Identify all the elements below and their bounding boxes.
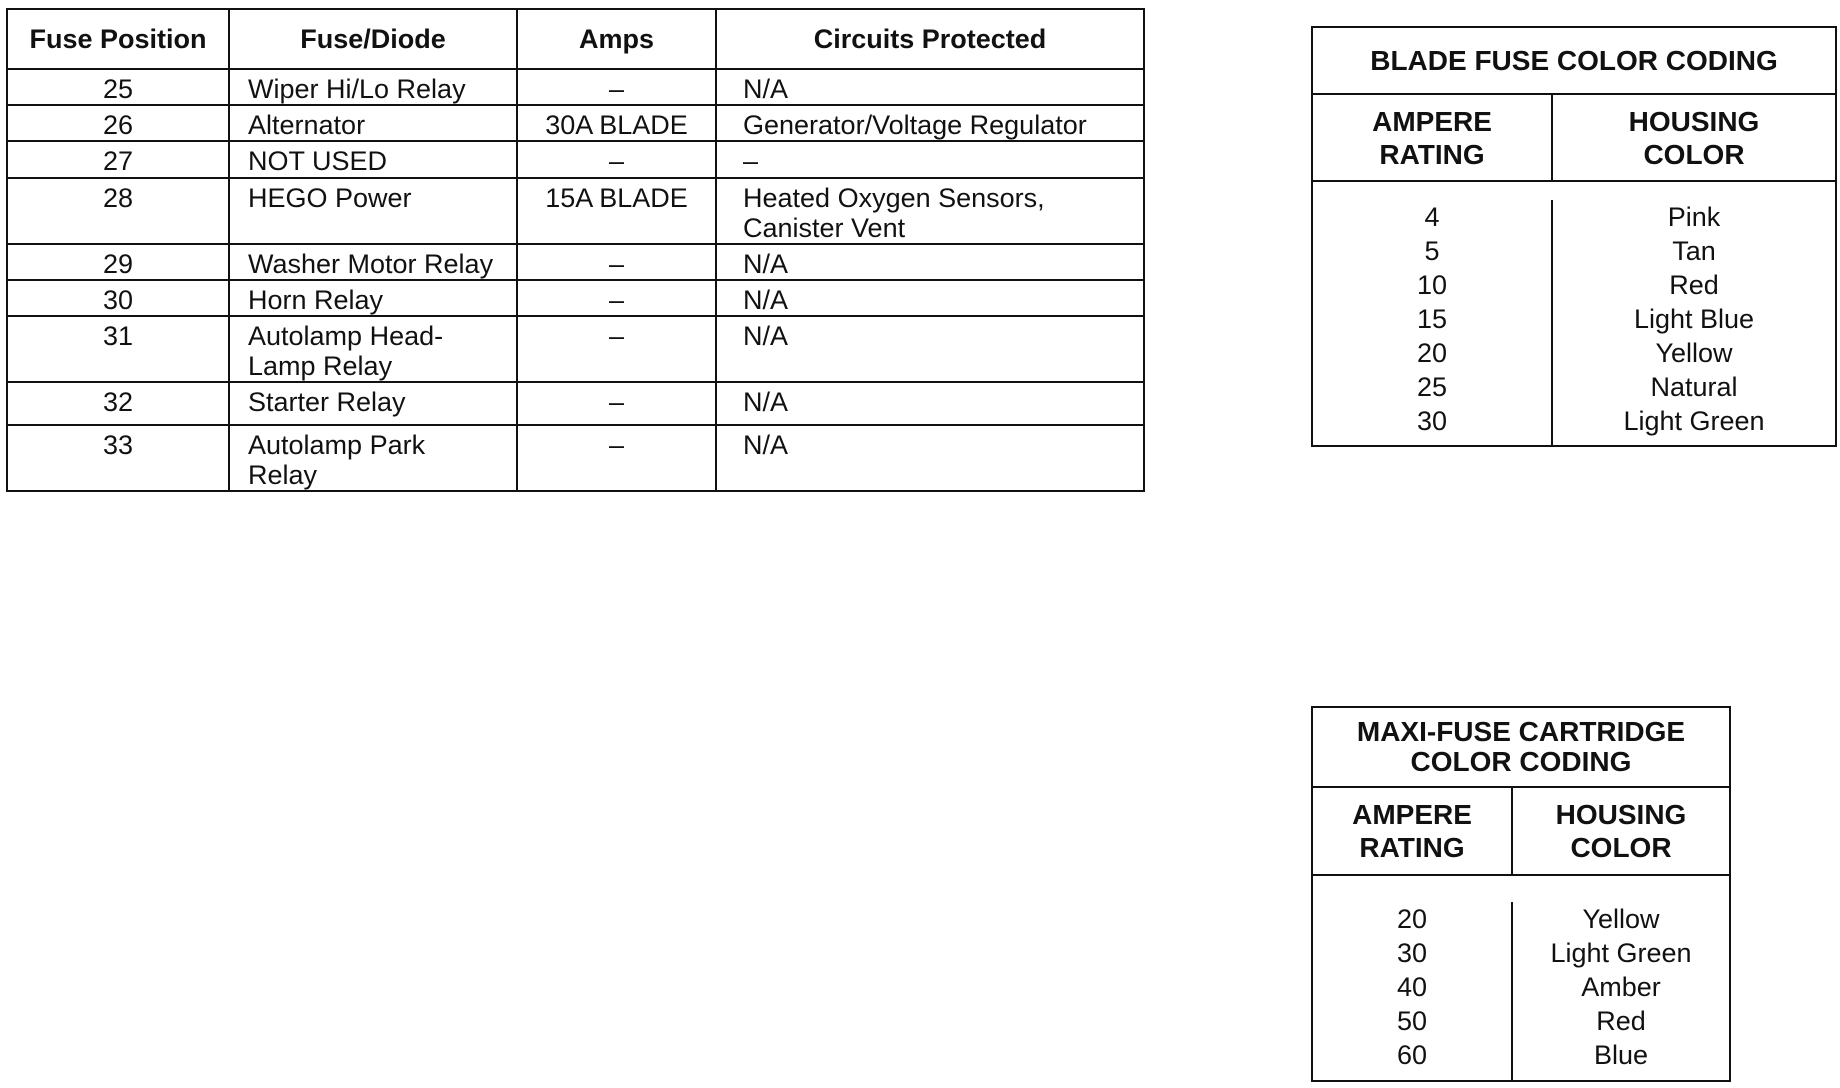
- fuse-diode-cell: [229, 244, 517, 280]
- blade-ampere-rating: 5: [1424, 236, 1440, 266]
- maxi-ampere-rating: 30: [1396, 938, 1428, 968]
- fuse-diode-text: NOT USED: [248, 146, 388, 176]
- amps-cell: –: [517, 316, 716, 382]
- blade-coding-header: [1313, 95, 1835, 182]
- fuse-row: [7, 425, 1144, 491]
- maxi-coding-header: [1313, 788, 1729, 876]
- maxi-housing-color: Amber: [1581, 972, 1661, 1002]
- fuse-position-cell: 33: [7, 425, 229, 491]
- blade-housing-color: Light Blue: [1633, 304, 1755, 334]
- maxi-coding-body: [1313, 876, 1729, 1080]
- fuse-diode-text: Autolamp Park: [248, 430, 426, 460]
- header-circuits-protected: Circuits Protected: [716, 9, 1144, 69]
- maxi-coding-title-line-2: COLOR CODING: [1410, 746, 1632, 777]
- circuits-text: N/A: [743, 249, 789, 279]
- blade-ampere-rating: 10: [1416, 270, 1448, 300]
- maxi-ampere-rating-header: AMPERE RATING: [1313, 788, 1513, 874]
- circuits-text: Canister Vent: [743, 213, 906, 243]
- fuse-row: [7, 244, 1144, 280]
- maxi-housing-color: Blue: [1593, 1040, 1649, 1070]
- circuits-protected-cell: [716, 244, 1144, 280]
- fuse-table-header-row: [7, 9, 1144, 69]
- amps-cell: 30A BLADE: [517, 105, 716, 141]
- circuits-text: Generator/Voltage Regulator: [743, 110, 1087, 140]
- fuse-diode-cell: [229, 425, 517, 491]
- amps-cell: –: [517, 425, 716, 491]
- fuse-row: [7, 69, 1144, 105]
- fuse-position-cell: 26: [7, 105, 229, 141]
- blade-ampere-rating: 20: [1416, 338, 1448, 368]
- fuse-position-cell: 32: [7, 382, 229, 425]
- fuse-diode-cell: [229, 178, 517, 244]
- fuse-position-cell: 25: [7, 69, 229, 105]
- fuse-position-cell: 31: [7, 316, 229, 382]
- blade-coding-body: [1313, 182, 1835, 445]
- blade-housing-color: Pink: [1667, 202, 1721, 232]
- blade-colors-column: [1553, 200, 1835, 445]
- blade-coding-title-line: BLADE FUSE COLOR CODING: [1370, 44, 1778, 76]
- maxi-coding-title-line-1: MAXI-FUSE CARTRIDGE: [1356, 716, 1686, 747]
- circuits-protected-cell: [716, 141, 1144, 178]
- maxi-ampere-rating: 50: [1396, 1006, 1428, 1036]
- blade-coding-title: [1313, 28, 1835, 95]
- fuse-table: [6, 8, 1145, 492]
- fuse-position-cell: 29: [7, 244, 229, 280]
- fuse-diode-cell: [229, 105, 517, 141]
- blade-ampere-rating: 30: [1416, 406, 1448, 436]
- circuits-protected-cell: [716, 178, 1144, 244]
- blade-ampere-rating: 15: [1416, 304, 1448, 334]
- circuits-text: N/A: [743, 74, 789, 104]
- maxi-ampere-rating: 40: [1396, 972, 1428, 1002]
- fuse-diode-cell: [229, 141, 517, 178]
- circuits-text: N/A: [743, 285, 789, 315]
- blade-housing-color: Red: [1669, 270, 1719, 300]
- maxi-ratings-column: [1313, 902, 1513, 1080]
- circuits-protected-cell: [716, 105, 1144, 141]
- fuse-row: [7, 178, 1144, 244]
- fuse-diode-cell: [229, 69, 517, 105]
- header-fuse-position: Fuse Position: [7, 9, 229, 69]
- fuse-row: [7, 316, 1144, 382]
- blade-housing-color: Yellow: [1655, 338, 1733, 368]
- blade-housing-color: Light Green: [1623, 406, 1765, 436]
- fuse-diode-cell: [229, 382, 517, 425]
- fuse-diode-text: Washer Motor Relay: [248, 249, 494, 279]
- amps-cell: –: [517, 141, 716, 178]
- fuse-diode-text: Autolamp Head-: [248, 321, 444, 351]
- circuits-text: –: [743, 146, 759, 176]
- blade-housing-color-header: HOUSING COLOR: [1628, 105, 1760, 170]
- fuse-diode-text: HEGO Power: [248, 183, 412, 213]
- circuits-protected-cell: [716, 382, 1144, 425]
- circuits-protected-cell: [716, 280, 1144, 316]
- maxi-housing-color: Yellow: [1582, 904, 1660, 934]
- fuse-diode-cell: [229, 316, 517, 382]
- circuits-protected-cell: [716, 425, 1144, 491]
- fuse-row: [7, 141, 1144, 178]
- fuse-position-cell: 28: [7, 178, 229, 244]
- blade-ratings-column: [1313, 200, 1553, 445]
- circuits-text: N/A: [743, 430, 789, 460]
- maxi-coding-title: [1313, 708, 1729, 788]
- fuse-row: [7, 105, 1144, 141]
- maxi-fuse-color-coding-table: [1311, 706, 1731, 1082]
- fuse-diode-text: Wiper Hi/Lo Relay: [248, 74, 466, 104]
- blade-ampere-rating: 25: [1416, 372, 1448, 402]
- fuse-diode-text: Starter Relay: [248, 387, 406, 417]
- blade-ampere-rating: 4: [1424, 202, 1440, 232]
- maxi-housing-color-header: HOUSING COLOR: [1555, 799, 1687, 863]
- circuits-text: N/A: [743, 321, 789, 351]
- blade-ampere-rating-header: AMPERE RATING: [1313, 95, 1553, 180]
- fuse-row: [7, 280, 1144, 316]
- maxi-ampere-rating: 60: [1396, 1040, 1428, 1070]
- amps-cell: –: [517, 280, 716, 316]
- circuits-text: N/A: [743, 387, 789, 417]
- circuits-text: Heated Oxygen Sensors,: [743, 183, 1045, 213]
- fuse-diode-text: Horn Relay: [248, 285, 384, 315]
- fuse-diode-text: Alternator: [248, 110, 366, 140]
- maxi-housing-color: Light Green: [1550, 938, 1692, 968]
- amps-cell: –: [517, 244, 716, 280]
- maxi-housing-color: Red: [1596, 1006, 1646, 1036]
- maxi-colors-column: [1513, 902, 1729, 1080]
- fuse-diode-text: Lamp Relay: [248, 351, 393, 381]
- header-amps: Amps: [517, 9, 716, 69]
- blade-fuse-color-coding-table: [1311, 26, 1837, 447]
- maxi-ampere-rating: 20: [1396, 904, 1428, 934]
- header-fuse-diode: Fuse/Diode: [229, 9, 517, 69]
- fuse-row: [7, 382, 1144, 425]
- amps-cell: –: [517, 69, 716, 105]
- fuse-diode-text: Relay: [248, 460, 318, 490]
- blade-housing-color: Tan: [1672, 236, 1716, 266]
- amps-cell: 15A BLADE: [517, 178, 716, 244]
- circuits-protected-cell: [716, 316, 1144, 382]
- fuse-position-cell: 30: [7, 280, 229, 316]
- circuits-protected-cell: [716, 69, 1144, 105]
- fuse-position-cell: 27: [7, 141, 229, 178]
- amps-cell: –: [517, 382, 716, 425]
- blade-housing-color: Natural: [1650, 372, 1738, 402]
- fuse-diode-cell: [229, 280, 517, 316]
